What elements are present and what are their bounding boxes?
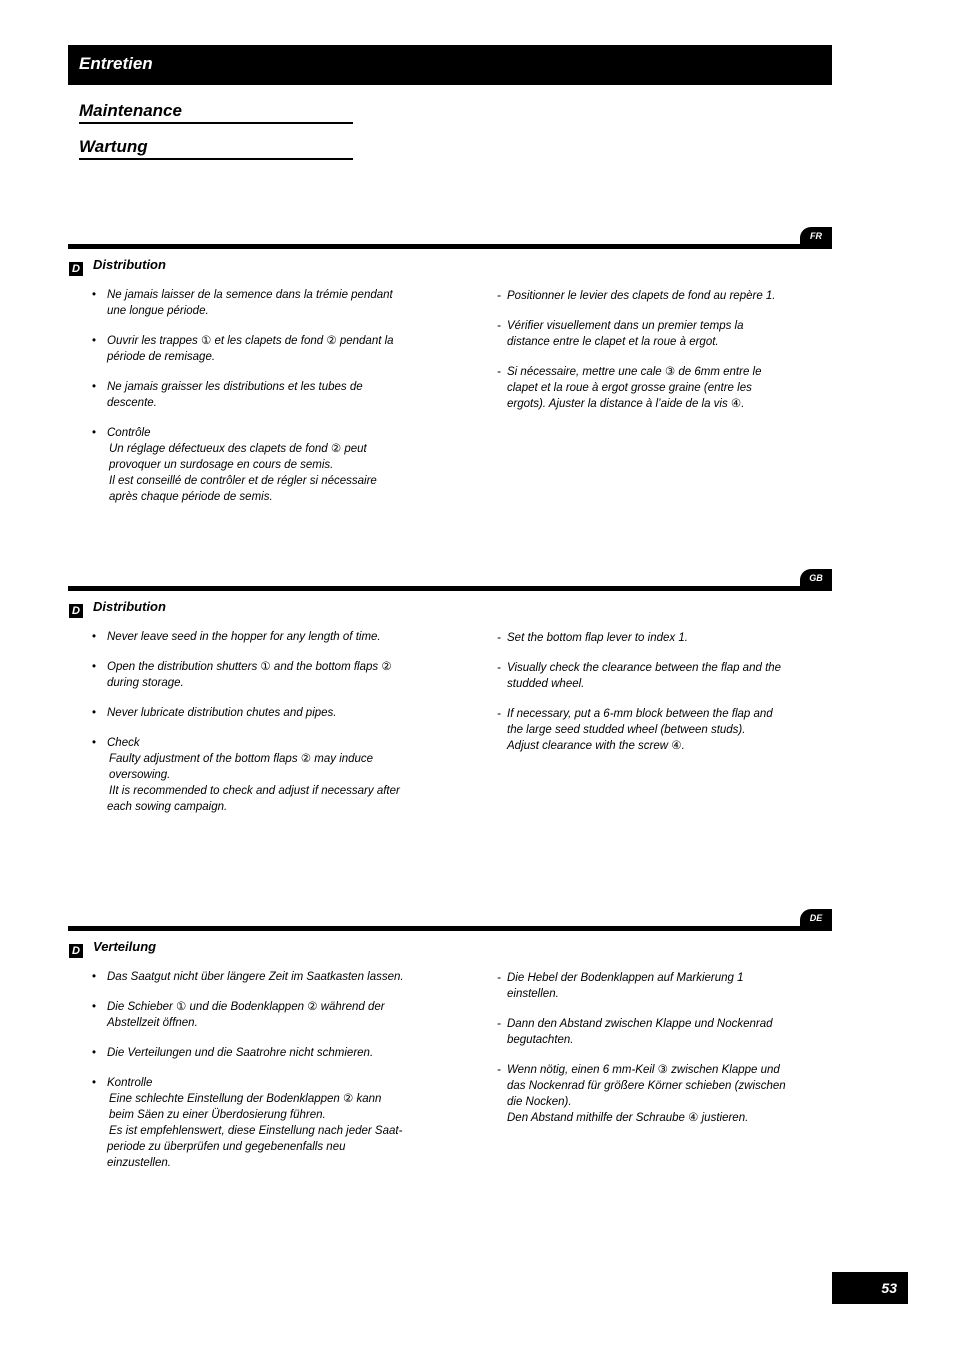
dash: - bbox=[497, 1018, 501, 1030]
list-item-line: Die Schieber ① und die Bodenklappen ② während der bbox=[107, 1001, 385, 1013]
subtitle-english: Maintenance bbox=[79, 101, 353, 124]
list-item-line: periode zu überprüfen und gegebenenfalls neu bbox=[107, 1141, 346, 1153]
step-item bbox=[497, 1016, 802, 1048]
list-item-line: Das Saatgut nicht über längere Zeit im Saatkasten lassen. bbox=[107, 971, 404, 983]
bullet: • bbox=[92, 707, 97, 719]
bullet: • bbox=[92, 1047, 97, 1059]
section-badge: D bbox=[69, 944, 83, 958]
dash: - bbox=[497, 708, 501, 720]
dash: - bbox=[497, 662, 501, 674]
list-item bbox=[92, 735, 420, 815]
list-item-line: Never lubricate distribution chutes and pipes. bbox=[107, 707, 337, 719]
list-item bbox=[92, 999, 420, 1031]
section-fr bbox=[0, 227, 954, 557]
section-de bbox=[0, 909, 954, 1239]
list-item-line: descente. bbox=[107, 397, 157, 409]
list-item bbox=[92, 333, 420, 365]
step-line: Den Abstand mithilfe der Schraube ④ justieren. bbox=[507, 1112, 749, 1124]
bullet: • bbox=[92, 1001, 97, 1013]
step-item bbox=[497, 970, 802, 1002]
dash: - bbox=[497, 290, 501, 302]
list-item bbox=[92, 1045, 420, 1061]
left-column bbox=[92, 287, 420, 519]
right-column bbox=[497, 970, 802, 1140]
list-item-line: IIt is recommended to check and adjust if necessary after bbox=[109, 785, 400, 797]
language-tab: DE bbox=[800, 909, 832, 931]
bullet: • bbox=[92, 427, 97, 439]
list-item-line: Es ist empfehlenswert, diese Einstellung nach jeder Saat- bbox=[109, 1125, 403, 1137]
list-item-line: einzustellen. bbox=[107, 1157, 171, 1169]
list-item-line: Eine schlechte Einstellung der Bodenklappen ② kann bbox=[109, 1093, 382, 1105]
list-item bbox=[92, 379, 420, 411]
dash: - bbox=[497, 366, 501, 378]
step-item bbox=[497, 630, 802, 646]
step-item bbox=[497, 1062, 802, 1126]
section-badge: D bbox=[69, 262, 83, 276]
section-title: Distribution bbox=[93, 257, 166, 272]
step-line: Die Hebel der Bodenklappen auf Markierung 1 bbox=[507, 972, 744, 984]
list-item-line: une longue période. bbox=[107, 305, 209, 317]
list-item-line: each sowing campaign. bbox=[107, 801, 228, 813]
step-line: Positionner le levier des clapets de fond au repère 1. bbox=[507, 290, 776, 302]
bullet: • bbox=[92, 381, 97, 393]
list-item bbox=[92, 659, 420, 691]
step-line: Wenn nötig, einen 6 mm-Keil ③ zwischen Klappe und bbox=[507, 1064, 780, 1076]
step-item bbox=[497, 660, 802, 692]
step-line: begutachten. bbox=[507, 1034, 574, 1046]
bullet: • bbox=[92, 1077, 97, 1089]
list-item-line: Un réglage défectueux des clapets de fond ② peut bbox=[109, 443, 367, 455]
list-item-line: Contrôle bbox=[107, 427, 151, 439]
list-item-line: Faulty adjustment of the bottom flaps ② may induce bbox=[109, 753, 374, 765]
left-column bbox=[92, 969, 420, 1185]
step-line: studded wheel. bbox=[507, 678, 585, 690]
list-item-line: during storage. bbox=[107, 677, 184, 689]
step-line: distance entre le clapet et la roue à ergot. bbox=[507, 336, 719, 348]
right-column bbox=[497, 630, 802, 768]
list-item-line: Check bbox=[107, 737, 140, 749]
language-tab: FR bbox=[800, 227, 832, 249]
list-item bbox=[92, 705, 420, 721]
list-item bbox=[92, 1075, 420, 1171]
page-number: 53 bbox=[832, 1272, 908, 1304]
step-line: Si nécessaire, mettre une cale ③ de 6mm entre le bbox=[507, 366, 762, 378]
dash: - bbox=[497, 1064, 501, 1076]
list-item-line: oversowing. bbox=[109, 769, 171, 781]
section-title: Distribution bbox=[93, 599, 166, 614]
bullet: • bbox=[92, 335, 97, 347]
list-item-line: Ouvrir les trappes ① et les clapets de fond ② pendant la bbox=[107, 335, 394, 347]
step-item bbox=[497, 288, 802, 304]
step-line: ergots). Ajuster la distance à l’aide de la vis ④. bbox=[507, 398, 745, 410]
step-item bbox=[497, 364, 802, 412]
left-column bbox=[92, 629, 420, 829]
step-line: das Nockenrad für größere Körner schieben (zwischen bbox=[507, 1080, 786, 1092]
dash: - bbox=[497, 632, 501, 644]
bullet: • bbox=[92, 737, 97, 749]
list-item bbox=[92, 287, 420, 319]
list-item-line: Ne jamais laisser de la semence dans la trémie pendant bbox=[107, 289, 393, 301]
section-title: Verteilung bbox=[93, 939, 157, 954]
step-line: die Nocken). bbox=[507, 1096, 572, 1108]
step-line: If necessary, put a 6-mm block between the flap and bbox=[507, 708, 773, 720]
dash: - bbox=[497, 972, 501, 984]
page-header-bar bbox=[68, 45, 832, 85]
step-line: the large seed studded wheel (between studs). bbox=[507, 724, 746, 736]
list-item-line: période de remisage. bbox=[107, 351, 216, 363]
step-item bbox=[497, 706, 802, 754]
dash: - bbox=[497, 320, 501, 332]
section-rule bbox=[68, 586, 832, 591]
step-line: Visually check the clearance between the flap and the bbox=[507, 662, 782, 674]
section-rule bbox=[68, 926, 832, 931]
step-line: Vérifier visuellement dans un premier temps la bbox=[507, 320, 744, 332]
list-item bbox=[92, 969, 420, 985]
step-line: einstellen. bbox=[507, 988, 559, 1000]
list-item-line: Never leave seed in the hopper for any length of time. bbox=[107, 631, 381, 643]
step-line: clapet et la roue à ergot grosse graine (entre les bbox=[507, 382, 752, 394]
list-item-line: Abstellzeit öffnen. bbox=[107, 1017, 198, 1029]
bullet: • bbox=[92, 971, 97, 983]
list-item bbox=[92, 425, 420, 505]
list-item-line: Die Verteilungen und die Saatrohre nicht schmieren. bbox=[107, 1047, 374, 1059]
section-rule bbox=[68, 244, 832, 249]
right-column bbox=[497, 288, 802, 426]
list-item-line: après chaque période de semis. bbox=[109, 491, 273, 503]
list-item-line: Kontrolle bbox=[107, 1077, 153, 1089]
bullet: • bbox=[92, 661, 97, 673]
bullet: • bbox=[92, 289, 97, 301]
language-tab: GB bbox=[800, 569, 832, 591]
list-item bbox=[92, 629, 420, 645]
list-item-line: Il est conseillé de contrôler et de régler si nécessaire bbox=[109, 475, 377, 487]
subtitle-german: Wartung bbox=[79, 137, 353, 160]
step-line: Set the bottom flap lever to index 1. bbox=[507, 632, 688, 644]
section-gb bbox=[0, 569, 954, 899]
list-item-line: Ne jamais graisser les distributions et les tubes de bbox=[107, 381, 363, 393]
page-title: Entretien bbox=[79, 54, 153, 73]
step-item bbox=[497, 318, 802, 350]
list-item-line: provoquer un surdosage en cours de semis. bbox=[109, 459, 334, 471]
step-line: Adjust clearance with the screw ④. bbox=[507, 740, 685, 752]
step-line: Dann den Abstand zwischen Klappe und Nockenrad bbox=[507, 1018, 773, 1030]
list-item-line: Open the distribution shutters ① and the bottom flaps ② bbox=[107, 661, 392, 673]
list-item-line: beim Säen zu einer Überdosierung führen. bbox=[109, 1109, 326, 1121]
bullet: • bbox=[92, 631, 97, 643]
section-badge: D bbox=[69, 604, 83, 618]
